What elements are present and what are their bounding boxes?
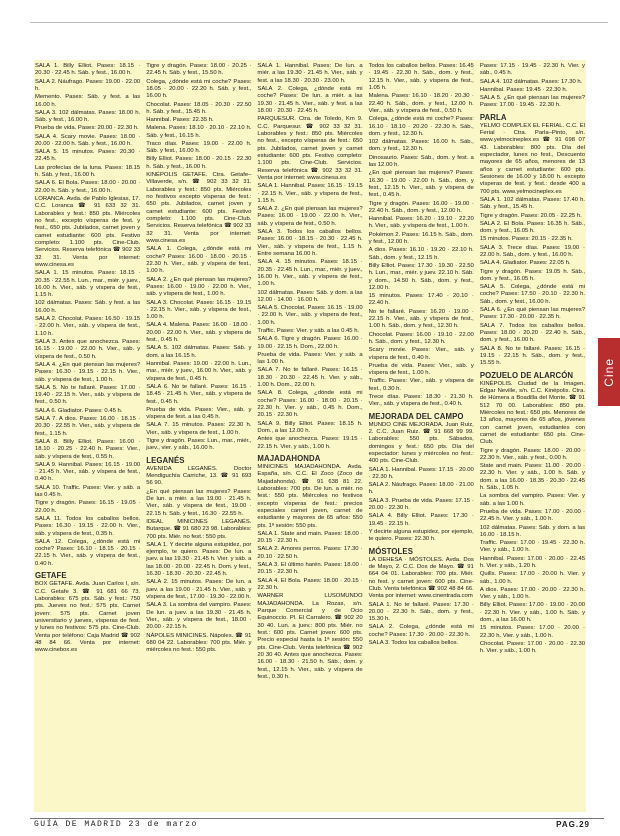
listing-entry: SALA 8. Billy Elliot. Pases: 16.00 · 18.10 · 20.25 · 22.40 h. Pases: Vier., sáb. y víspera de fest., 0.55 h. bbox=[35, 438, 141, 460]
listing-entry: SALA 6. Tigre y dragón. Pases: 16.00 · 19.00 · 22.15 h. Dom., 22.00 h. bbox=[257, 336, 363, 350]
listing-entry: PARQUESUR. Ctra. de Toledo, Km 9. C.C. Parquesur. ☎ 902 33 32 31. Laborables y fest.: 850 pts. Miércoles no fest., excepto vísperas de fest.: 650 pts. Jubilados, carnet joven y carnet estudiante: 600 pts. Festivo completo: 1.100 pts. Cine-Club. Servicios. Reserva telefónica ☎ 902 33 32 31. Venta por internet: www.cinesa.es bbox=[257, 116, 363, 181]
listing-entry: Antes que anochezca. Pases: 19.15 · 22.15 h. Vier. y sáb., 1.00 h. bbox=[257, 436, 363, 450]
listing-entry: 15 minutos. Pases: 17.00 · 20.00 · 22.30 h. Vier. y sáb., 1.00 h. bbox=[479, 625, 586, 639]
listing-entry: KINÉPOLIS GETAFE. Ctra. Getafe–Villaverde, s/n. ☎ 902 33 32 31. Laborables y fest.: 850 pts. Miércoles no festivos excepto vísperas de fest.: 650 pts. Jubilados, carnet joven y carnet estudiante: 600 pts. Festivo completo: 1.100 pts. Cine-Club. Servicios. Reserva telefónica ☎ 902 33 32 31. Venta por internet: www.cinesa.es bbox=[146, 172, 252, 245]
listing-entry: Las profecías de la luna. Pases: 18.15 h. Sáb. y fest., 16.00 h. bbox=[35, 164, 141, 179]
listing-entry: 102 dálmatas. Pases: Sáb. y dom. a las 12.00 · 14.00 · 16.00 h. bbox=[257, 289, 363, 303]
listing-entry: Tigre y dragón. Pases: 20.05 · 22.25 h. bbox=[479, 212, 582, 219]
listing-entry: SALA 6. ¿En qué piensan las mujeres? Pases: 17.30 · 20.00 · 22.35 h. bbox=[479, 307, 586, 321]
listing-entry: State and main. Pases: 11.00 · 20.00 · 22.30 h. Vier. y sáb., 1.00 h. Sáb. y dom. a las 16.00 · 18.35 · 20.30 · 22.45 h. Sáb., 1.05 h. bbox=[479, 463, 586, 492]
listing-entry: SALA 3. Antes que anochezca. Pases: 16.15 · 19.00 · 22.00 h. Vier., sáb. y víspera de fest., 0.50 h. bbox=[35, 338, 141, 360]
listing-entry: Dinosaurio. Pases: Sáb., dom. y fest. a las 12.00 h. bbox=[368, 154, 474, 169]
listing-entry: SALA 1. Hannibal. Pases: De lun. a miér. a las 19.30 · 21.45 h. Vier., sáb. y fest. a las 18.30 · 20.30 · 23.00 h. bbox=[257, 63, 363, 84]
listing-entry: SALA 11. Todos los caballos bellos. Pases: 16.30 · 19.15 · 22.00 h. Vier., sáb. y víspera de fest., 0.35 h. bbox=[35, 515, 141, 537]
listing-entry: Prueba de vida. Pases: Vier., sáb. y víspera de fest. a las 0.45 h. bbox=[146, 406, 252, 421]
listing-entry: SALA 4. ¿En qué piensan las mujeres? Pases: 16.30 · 19.15 · 22.15 h. Vier., sáb. y víspera de fest., 1.00 h. bbox=[35, 361, 141, 383]
listing-entry: SALA 5. 15 minutos. Pases: 20.30 · 22.45 h. bbox=[35, 149, 141, 163]
section-heading: GETAFE bbox=[35, 571, 67, 581]
listing-entry: SALA 8. Colega, ¿dónde está mi coche? Pases: 16.00 · 18.00 · 20.15 · 22.30 h. Vier. y sáb., 0.45 h. Dom., 20.15 · 22.30 h. bbox=[257, 390, 363, 419]
listing-entry: SALA 5. Colega, ¿dónde está mi coche? Pases: 17.50 · 20.10 · 22.30 h. Sáb., dom. y fest., 16.00 h. bbox=[479, 284, 586, 305]
listing-entry: SALA 7. A dios. Pases: 16.00 · 18.15 · 20.30 · 22.55 h. Vier., sáb. y víspera de fest., 1.15 h. bbox=[35, 415, 141, 437]
listing-entry: Traffic. Pases: 17.00 · 19.45 · 22.30 h. Vier. y sáb., 1.00 h. bbox=[479, 540, 586, 554]
listing-entry: SALA 1. 15 minutos. Pases: 18.15 · 20.35 · 22.55 h. Lun., mar., miér. y juev., 16.00 h. Vier., sáb. y víspera de fest., 1.15 h. bbox=[35, 270, 141, 299]
listing-entry: SALA 2. Chocolat. Pases: 16.50 · 19.15 · 22.00 h. Vier., sáb. y víspera de fest., 1.10 h. bbox=[35, 316, 141, 337]
listing-entry: Traffic. Pases: Vier. y sáb. a las 0.45 h. bbox=[257, 328, 360, 335]
listings-column bbox=[34, 63, 141, 808]
listing-entry: SALA 6. El Bola. Pases: 18.00 · 20.00 · 22.00 h. Sáb. y fest., 16.00 h. bbox=[35, 180, 141, 194]
listings-column bbox=[479, 63, 586, 808]
listing-entry: LA DEHESA · MÓSTOLES. Avda. Dos de Mayo, 2. C.C. Dos de Mayo. ☎ 91 664 04 01. Laborables: 700 pts. Miér. no fest. y carnet joven: 600 pts. Cine-Club. Venta telefónica ☎ 902 48 84 66. Venta por internet: www.cinentrada.com bbox=[368, 556, 474, 600]
section-tab-label: Cine bbox=[602, 357, 616, 387]
listing-entry: 15 minutos. Pases: 17.40 · 20.10 · 22.40 h. bbox=[368, 293, 474, 307]
listing-entry: NÁPOLES MINICINES. Nápoles. ☎ 91 680 04 22. Laborables: 700 pts. Miér. y miércoles no fest.: 550 pts. bbox=[146, 632, 252, 654]
listing-entry: Chocolat. Pases: 18.05 · 20.30 · 22.50 h. Sáb. y fest., 15.45 h. bbox=[146, 101, 252, 115]
listing-entry: Colega, ¿dónde está mi coche? Pases: 18.05 · 20.00 · 22.20 h. Sáb. y fest., 16.00 h. bbox=[146, 78, 252, 100]
listing-entry: Memento. Pases: Sáb. y fest. a las 16.00 h. bbox=[35, 94, 141, 108]
listing-entry: Tigre y dragón. Pases: 18.00 · 20.00 · 22.30 h. Vier., sáb. y fest., 0.00 h. bbox=[479, 447, 586, 461]
listing-entry: SALA 1. State and main. Pases: 18.00 · 20.15 · 22.30 h. bbox=[257, 530, 363, 545]
listing-entry: SALA 3. Trece días. Pases: 19.00 · 22.00 h. Sáb., dom. y fest., 16.00 h. bbox=[479, 244, 586, 259]
listing-entry: A dios. Pases: 17.00 · 20.00 · 22.30 h. Vier. y sáb., 1.00 h. bbox=[479, 586, 586, 601]
listing-entry: Quills. Pases: 17.00 · 20.00 h. Vier. y sáb., 1.00 h. bbox=[479, 571, 586, 585]
listing-entry: Tigre y dragón. Pases: Lun., mar., miér., juev., vier. y sáb., 16.00 h. bbox=[146, 437, 252, 452]
listing-entry: SALA 1. Colega, ¿dónde está mi coche? Pases: 16.00 · 18.00 · 20.15 · 22.30 h. Vier., sáb. y víspera de fest., 1.00 h. bbox=[146, 246, 252, 275]
listing-entry: SALA 6. No te fallaré. Pases: 16.15 · 18.45 · 21.45 h. Vier., sáb. y víspera de fest., 0.45 h. bbox=[146, 383, 252, 405]
listing-entry: SALA 1. Hannibal. Pases: 16.15 · 19.15 · 22.15 h. Vier., sáb. y víspera de fest., 1.15 h. bbox=[257, 183, 363, 204]
listing-entry: WARNER LUSOMUNDO MAJADAHONDA. La Rozas, s/n. Parque Comercial y de Ocio Equinoccio. Pl. El Carralero. ☎ 902 20 30 40. Lun. a juev.: 800 pts. Miér. no fest.: 600 pts. Carnet joven: 600 pts. Precio especial hasta la 1ª sesión: 550 pts. Cine-Club. Venta telefónica ☎ 902 20 30 40. Antes que anochezca. Pases: 16.00 · 18.30 · 21.50 h. Sáb., dom. y fest., 12.15 h. Vier., sáb. y víspera de fest., 0.30 h. bbox=[257, 593, 363, 680]
section-heading: POZUELO DE ALARCÓN bbox=[479, 370, 574, 380]
footer-rule bbox=[30, 818, 604, 819]
listing-entry: Hannibal. Pases: 17.00 · 20.00 · 22.45 h. Vier. y sáb., 1.20 h. bbox=[479, 555, 586, 570]
listing-entry: A dios. Pases: 16.10 · 19.20 · 22.10 h. Sáb., dom. y fest., 12.15 h. bbox=[368, 247, 474, 261]
listing-entry: SALA 4. 102 dálmatas. Pases: 17.30 h. bbox=[479, 78, 583, 85]
listing-entry: SALA 7. No te fallaré. Pases: 16.15 · 18.30 · 20.30 · 22.45 h. Vier. y sáb., 1.00 h. Dom., 22.00 h. bbox=[257, 367, 363, 389]
listing-entry: 102 dálmatas. Pases: Sáb. y dom. a las 16.00 · 18.15 h. bbox=[479, 524, 586, 538]
listing-entry: SALA 3. Chocolat. Pases: 16.15 · 19.15 · 22.15 h. Vier., sáb. y víspera de fest., 1.00 h. bbox=[146, 299, 252, 321]
listing-entry: BOX GETAFE. Avda. Juan Carlos I, s/n. C.C. Getafe 3. ☎ 91 681 66 73. Laborables: 675 pts. Sáb. y fest.: 750 pts. Jueves no fest.: 575 pts. Carnet joven: 575 pts. Carnet joven universitario y jueves, vísperas de fest. y lunes no festivos: 575 pts. Cine-Club. Venta por teléfono: Caja Madrid ☎ 902 48 84 66. Venta por internet: www.cinebox.es bbox=[35, 581, 141, 654]
listing-entry: Tigre y dragón. Pases: 19.05 h. Sáb., dom. y fest., 16.05 h. bbox=[479, 268, 586, 282]
listing-entry: SALA 2. ¿En qué piensan las mujeres? Pases: 16.00 · 19.00 · 22.00 h. Vier., sáb. y víspera de fest., 1.00 h. bbox=[146, 276, 252, 298]
listing-entry: Malena. Pases: 16.10 · 18.20 · 20.30 · 22.40 h. Sáb., dom. y fest., 12.00 h. Vier., sáb. y víspera de fest., 0.50 h. bbox=[368, 93, 474, 114]
listing-entry: SALA 2. El Bola. Pases: 16.35 h. Sáb., dom. y fest., 16.05 h. bbox=[479, 220, 586, 235]
listing-entry: SALA 3. Todos los caballos bellos. bbox=[368, 640, 459, 647]
page-number: PAG.29 bbox=[556, 820, 590, 829]
listing-entry: Malena. Pases: 18.10 · 20.10 · 22.10 h. Sáb. y fest., 16.15 h. bbox=[146, 125, 252, 139]
listing-entry: SALA 3. El último harén. Pases: 18.00 · 20.15 · 22.30 h. bbox=[257, 562, 363, 576]
listing-entry: SALA 12. Colega, ¿dónde está mi coche? Pases: 16.10 · 18.15 · 20.15 · 22.15 h. Vier., sáb. y víspera de fest., 0.40 h. bbox=[35, 538, 141, 567]
listing-entry: SALA 10. Traffic. Pases: Vier. y sáb. a las 0.45 h. bbox=[35, 484, 141, 499]
listings-column bbox=[368, 63, 475, 808]
listing-entry: Scary movie. Pases: Vier., sáb. y víspera de fest., 0.40 h. bbox=[368, 347, 474, 361]
listing-entry: Tigre y dragón. Pases: 16.15 · 19.05 · 22.00 h. bbox=[35, 500, 141, 514]
listing-entry: SALA 3. Prueba de vida. Pases: 17.15 · 20.00 · 22.30 h. bbox=[368, 497, 474, 512]
listing-entry: SALA 1. Hannibal. Pases: 17.15 · 20.00 · 22.30 h. bbox=[368, 466, 474, 480]
listing-entry: SALA 8. No te fallaré. Pases: 16.15 · 19.15 · 22.15 h. Sáb., dom. y fest., 15.55 h. bbox=[479, 345, 586, 367]
section-tab[interactable] bbox=[598, 338, 620, 406]
listing-entry: IDEAL MINICINES LEGANÉS. Butarque. ☎ 91 680 23 98. Laborables: 700 pts. Miér. no fest.: 550 pts. bbox=[146, 518, 252, 540]
listings-column bbox=[256, 63, 363, 808]
listing-entry: Traffic. Pases: Vier., sáb. y víspera de fest., 0.30 h. bbox=[368, 378, 474, 392]
listing-entry: SALA 5. No te fallaré. Pases: 17.00 · 19.40 · 22.15 h. Vier., sáb. y víspera de fest., 0.50 h. bbox=[35, 384, 141, 406]
listing-entry: Pases: 17.15 · 19.45 · 22.30 h. Vier. y sáb., 0.45 h. bbox=[479, 63, 586, 77]
listing-entry: SALA 4. 15 minutos. Pases: 18.15 · 20.35 · 22.45 h. Lun., mar., miér. y juev., 16.00 h. Vier., sáb. y víspera de fest., 1.00 h. bbox=[257, 259, 363, 288]
listing-entry: SALA 5. 102 dálmatas. Pases: Sáb. y dom. a las 16.15 h. bbox=[146, 345, 252, 359]
listing-entry: SALA 6. Gladiator. Pases: 0.45 h. bbox=[35, 407, 123, 414]
listing-entry: YELMO COMPLEX EL FERIAL. C.C. El Ferial · Ctra. Parla–Pinto, s/n. www.yelmocineplex.es ☎ 91 698 07 43. Laborables: 800 pts. Día del espectador, lunes no fest., Descuento mayores de 65 años, menores de 13 años y carnet estudiante: 600 pts. Sesiones de 16.00 y 18.00 h. excepto vísperas de fest. y fest.: desde 400 a 700 pts. www.yelmocineplex.es bbox=[479, 122, 586, 195]
listing-entry: MUNDO CINE MEJORADA. Juan Ruiz, 2. C.C. Juan Ruiz. ☎ 91 668 99 99. Laborables: 550 pts. Sábados, domingos y fest.: 650 pts. Día del espectador: lunes y miércoles no fest.: 400 pts. Cine-Club. bbox=[368, 421, 474, 465]
listing-entry: SALA 7. Todos los caballos bellos. Pases: 18.00 · 20.20 · 22.40 h. Sáb., dom. y fest., 16.00 h. bbox=[479, 322, 586, 344]
listing-entry: SALA 4. El Bola. Pases: 18.00 · 20.15 · 22.30 h. bbox=[257, 577, 363, 591]
listing-entry: SALA 1. 102 dálmatas. Pases: 17.40 h. Sáb. y fest., 15.45 h. bbox=[479, 197, 586, 211]
listings-column bbox=[145, 63, 252, 808]
listing-entry: Hannibal. Pases: 22.35 h. bbox=[146, 117, 214, 124]
listing-entry: ¿En qué piensan las mujeres? Pases: De lun. a miér. a las 19.00 · 21.45 h. Vier., sáb. y víspera de fest., 19.00 · 22.15 h. Sáb. y fest., 16.30 · 22.55 h. bbox=[146, 488, 252, 517]
listing-entry: Hannibal. Pases: 19.00 · 22.00 h. Lun., mar., miér. y juev., 16.00 h. Vier., sáb. y víspera de fest., 0.45 h. bbox=[146, 360, 252, 382]
listing-entry: KINÉPOLIS. Ciudad de la Imagen. Edgar Neville, s/n. C.C. Kinépolis. Ctra. de Húmera a Boadilla del Monte. ☎ 91 512 70 00. Laborables: 850 pts. Miércoles no fest.: 650 pts. Menores de 13 años, mayores de 65 años, jóvenes con carnet joven, estudiantes con carnet de estudiante: 650 pts. Cine-Club. bbox=[479, 380, 586, 446]
listing-entry: Billy Elliot. Pases: 17.00 · 19.00 · 20.00 · 22.30 h. Vier. y sáb., 1.00 h. Sáb. y dom., a las 16.00 h. bbox=[479, 602, 586, 624]
listing-entry: SALA 4. Malena. Pases: 16.00 · 18.00 · 20.00 · 22.00 h. Vier., sáb. y víspera de fest., 0.45 h. bbox=[146, 322, 252, 344]
listing-entry: SALA 7. 15 minutos. Pases: 22.30 h. Vier., sáb. y víspera de fest., 1.00 h. bbox=[146, 422, 252, 436]
listing-entry: SALA 4. Gladiator. Pases: 22.05 h. bbox=[479, 260, 571, 267]
listing-entry: LORANCA. Avda. de Pablo Iglesias, 17. C.C. Loranca ☎ 91 633 32 31. Laborables y fest.: 850 pts. Miércoles no fest., excepto vísperas de fest. y fest., 650 pts. Jubilados, carnet joven y carnet estudiante: 600 pts. Festivo completo: 1.100 pts. Cine-Club. Servicios. Reserva telefónica ☎ 902 33 32 31. Venta por internet: www.cinesa.es bbox=[35, 195, 141, 268]
listing-entry: Billy Elliot. Pases: 18.00 · 20.15 · 22.30 h. Sáb. y fest., 16.00 h. bbox=[146, 156, 252, 170]
listing-entry: MINICINES MAJADAHONDA. Avda. España, s/n. C.C. El Zoco (Zoco de Majadahonda). ☎ 91 638 81 22. Laborables: 700 pts. De lun. a miér. no fest.: 550 pts. Miércoles no festivos excepto vísperas de fest.: precios especiales carnet joven, carnet de estudiante y mayores de 65 años: 550 pts. 1ª sesión: 550 pts. bbox=[257, 463, 363, 529]
listing-entry: SALA 3. Todos los caballos bellos. Pases: 16.00 · 18.15 · 20.30 · 22.45 h. Vier., sáb. y víspera de fest., 1.15 h. Entre semana 16.00 h. bbox=[257, 229, 363, 258]
listing-entry: Hannibal. Pases: 19.45 · 22.30 h. bbox=[479, 86, 568, 93]
listing-entry: ¿En qué piensan las mujeres? Pases: 16.30 · 19.00 · 22.00 h. Sáb., dom. y fest., 12.15 h. Vier., sáb. y víspera de fest., 0.45 h. bbox=[368, 170, 474, 199]
listing-entry: SALA 4. Scary movie. Pases: 18.00 · 20.00 · 22.00 h. Sáb. y fest., 16.00 h. bbox=[35, 133, 141, 147]
footer-publication: GUÍA DE MADRID 23 de marzo bbox=[34, 820, 198, 829]
listing-entry: SALA 4. Billy Elliot. Pases: 17.30 · 19.45 · 22.15 h. bbox=[368, 513, 474, 527]
top-rule bbox=[30, 22, 608, 23]
listing-entry: Trece días. Pases: 18.30 · 21.30 h. Vier., sáb. y víspera de fest., 0.40 h. bbox=[368, 393, 474, 408]
listing-entry: No te fallaré. Pases: 16.20 · 19.00 · 22.15 h. Vier., sáb. y víspera de fest., 1.00 h. Sáb., dom. y fest., 12.30 h. bbox=[368, 308, 474, 330]
listing-entry: Tigre y dragón. Pases: 16.00 · 19.00 · 22.40 h. Sáb., dom. y fest., 12.00 h. bbox=[368, 200, 474, 214]
listing-entry: SALA 2. Náufrago. Pases: 19.00 · 22.00 h. bbox=[35, 78, 141, 92]
section-heading: MEJORADA DEL CAMPO bbox=[368, 411, 464, 421]
listing-entry: SALA 2. Colega, ¿dónde está mi coche? Pases: De lun. a miér. a las 19.30 · 21.45 h. Vier., sáb. y fest. a las 18.00 · 20.30 · 22.45 h. bbox=[257, 85, 363, 114]
listing-entry: SALA 1. Y decirte alguna estupidez, por ejemplo, te quiero. Pases: De lun. a juev. a las 19.30 · 21.45 h. Vier. y sáb. a las 18.00 · 20.00 · 22.45 h. Dom. y fest., 16.30 · 18.30 · 20.30 · 22.45 h. bbox=[146, 541, 252, 578]
listings-columns bbox=[34, 63, 586, 808]
listing-entry: SALA 5. Chocolat. Pases: 16.15 · 19.00 · 22.00 h. Vier., sáb. y víspera de fest., 1.00 h. bbox=[257, 305, 363, 326]
listing-entry: Prueba de vida. Pases: Vier. y sáb. a las 1.00 h. bbox=[257, 351, 363, 366]
listing-entry: SALA 1. Billy Elliot. Pases: 18.15 · 20.30 · 22.45 h. Sáb. y fest., 16.00 h. bbox=[35, 63, 141, 77]
listing-entry: Todos los caballos bellos. Pases: 16.45 · 19.45 · 22.30 h. Sáb., dom. y fest., 12.15 h. Vier., sáb. y víspera de fest., 1.05 h. bbox=[368, 63, 474, 92]
listing-entry: SALA 2. 15 minutos. Pases: De lun. a juev. a las 19.00 · 21.45 h. Vier., sáb. y víspera de fest., 17.00 · 19.30 · 22.00 h. bbox=[146, 579, 252, 601]
section-heading: MAJADAHONDA bbox=[257, 453, 321, 463]
listing-entry: SALA 1. No te fallaré. Pases: 17.30 · 20.00 · 22.30 h. Sáb., dom. y fest., 15.30 h. bbox=[368, 601, 474, 623]
listing-entry: 15 minutos. Pases: 20.15 · 22.35 h. bbox=[479, 236, 573, 243]
listing-entry: SALA 5. ¿En qué piensan las mujeres? Pases: 17.00 · 19.45 · 22.30 h. bbox=[479, 95, 586, 109]
listing-entry: SALA 3. La sombra del vampiro. Pases: De lun. a juev. a las 19.30 · 21.45 h. Vier., sáb. y víspera de fest., 18.00 · 20.00 · 22.15 h. bbox=[146, 602, 252, 631]
listing-entry: SALA 3. 102 dálmatas. Pases: 18.00 h. Sáb. y fest., 16.00 h. bbox=[35, 109, 141, 124]
listing-entry: SALA 2. Náufrago. Pases: 18.00 · 21.00 h. bbox=[368, 482, 474, 496]
listing-entry: 102 dálmatas. Pases: 16.00 h. Sáb., dom. y fest., 12.30 h. bbox=[368, 139, 474, 153]
listing-entry: Prueba de vida. Pases: 20.00 · 22.30 h. bbox=[35, 125, 139, 132]
listing-entry: SALA 2. Amores perros. Pases: 17.30 · 20.10 · 22.50 h. bbox=[257, 546, 363, 560]
section-heading: PARLA bbox=[479, 112, 507, 122]
listing-entry: 102 dálmatas. Pases: Sáb. y fest. a las 16.00 h. bbox=[35, 300, 141, 314]
listing-entry: SALA 9. Billy Elliot. Pases: 18.15 h. Dom., a las 12.00 h. bbox=[257, 420, 363, 434]
listing-entry: Hannibal. Pases: 16.20 · 19.10 · 22.20 h. Vier., sáb. y víspera de fest., 1.00 h. bbox=[368, 216, 474, 230]
listing-entry: SALA 2. ¿En qué piensan las mujeres? Pases: 16.00 · 19.00 · 22.00 h. Vier., sáb. y víspera de fest., 0.50 h. bbox=[257, 206, 363, 227]
listing-entry: Y decirte alguna estupidez, por ejemplo, te quiero. Pases: 22.30 h. bbox=[368, 528, 474, 543]
listing-entry: Chocolat. Pases: 17.00 · 20.00 · 22.30 h. Vier. y sáb., 1.00 h. bbox=[479, 640, 586, 655]
listing-entry: La sombra del vampiro. Pases: Vier. y sáb. a las 1.00 h. bbox=[479, 493, 586, 507]
listing-entry: SALA 9. Hannibal. Pases: 16.15 · 19.00 · 21.45 h. Vier., sáb. y víspera de fest., 0.40 h. bbox=[35, 461, 141, 483]
listing-entry: AVENIDA LEGANÉS. Doctor Mendiguchía Carriche, 13. ☎ 91 693 56 90. bbox=[146, 465, 252, 487]
section-heading: MÓSTOLES bbox=[368, 546, 414, 556]
listing-entry: SALA 2. Colega, ¿dónde está mi coche? Pases: 17.30 · 20.00 · 22.30 h. bbox=[368, 624, 474, 638]
listing-entry: Traco días. Pases: 19.00 · 22.00 h. Sáb. y fest., 16.00 h. bbox=[146, 140, 252, 155]
listing-entry: Chocolat. Pases: 16.00 · 19.10 · 22.00 h. Sáb., dom. y fest., 12.30 h. bbox=[368, 331, 474, 345]
listing-entry: Prueba de vida. Pases: Vier., sáb. y víspera de fest., 1.00 h. bbox=[368, 362, 474, 377]
listing-entry: Prueba de vida. Pases: 17.00 · 20.00 · 22.45 h. Vier. y sáb., 1.00 h. bbox=[479, 508, 586, 523]
listing-entry: Billy Elliot. Pases: 17.30 · 19.30 · 22.50 h. Lun., mar., miér. y juev. 22.10 h. Sáb. y dom., 14.50 h. Sáb., dom. y fest., 12.00 h. bbox=[368, 262, 474, 291]
listing-entry: Pokémon 2. Pases: 16.15 h. Sáb., dom. y fest., 12.00 h. bbox=[368, 231, 474, 246]
listing-entry: Colega, ¿dónde está mi coche? Pases: 16.10 · 18.10 · 20.20 · 22.30 h. Sáb., dom. y fest., 12.30 h. bbox=[368, 116, 474, 137]
listing-entry: Tigre y dragón. Pases: 18.00 · 20.25 · 22.45 h. Sáb. y fest., 15.50 h. bbox=[146, 63, 252, 77]
section-heading: LEGANÉS bbox=[146, 455, 185, 465]
